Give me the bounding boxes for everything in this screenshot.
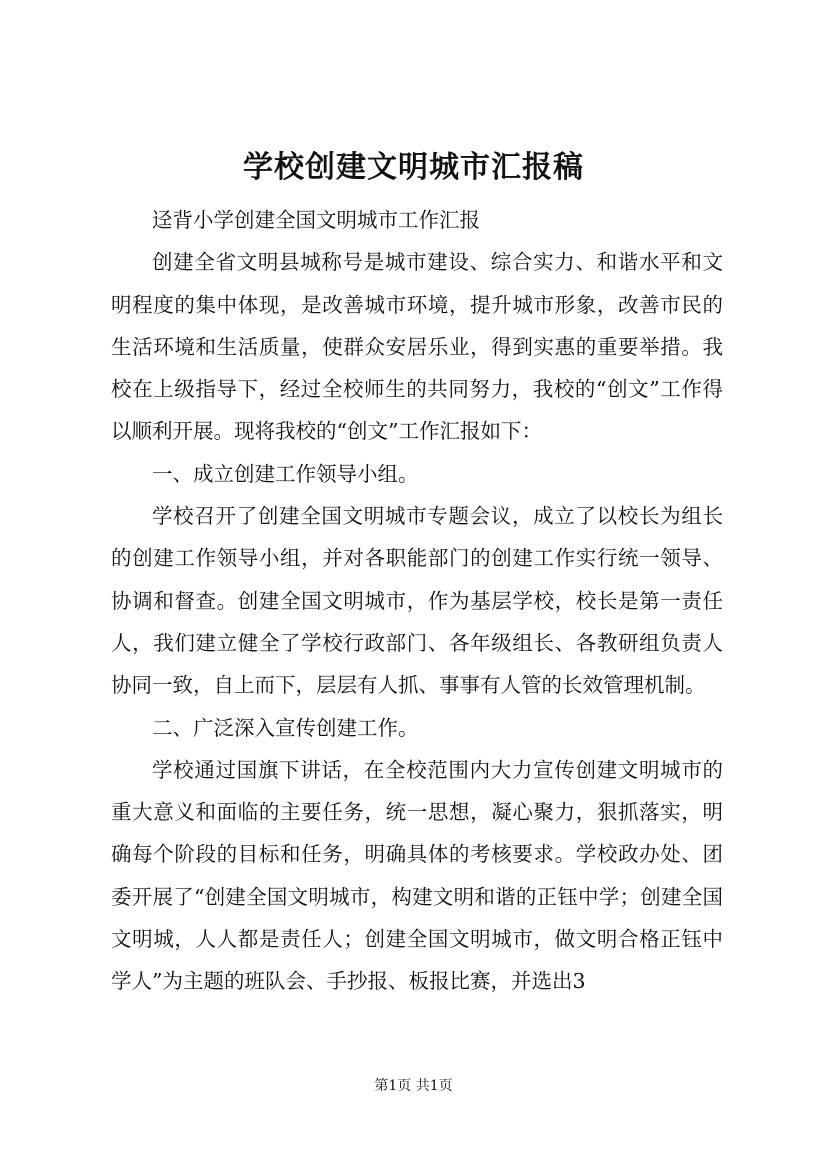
paragraph-intro: 创建全省文明县城称号是城市建设、综合实力、和谐水平和文明程度的集中体现，是改善城市环境，提升城市形象，改善市民的生活环境和生活质量，使群众安居乐业，得到实惠的重要举措。我校在上级指导下，经过全校师生的共同努力，我校的“创文”工作得以顺利开展。现将我校的“创文”工作汇报如下： [111,250,723,444]
paragraph-section-2: 学校通过国旗下讲话，在全校范围内大力宣传创建文明城市的重大意义和面临的主要任务，统一思想，凝心聚力，狠抓落实，明确每个阶段的目标和任务，明确具体的考核要求。学校政办处、团委开展了“创建全国文明城市，构建文明和谐的正钰中学；创建全国文明城，人人都是责任人；创建全国文明城市，做文明合格正钰中学人”为主题的班队会、手抄报、板报比赛，并选出3 [111,757,723,994]
paragraph-subtitle: 迳背小学创建全国文明城市工作汇报 [152,208,480,232]
section-heading-1: 一、成立创建工作领导小组。 [152,461,419,486]
section-heading-2: 二、广泛深入宣传创建工作。 [152,715,419,740]
document-body [111,199,723,1003]
document-title: 学校创建文明城市汇报稿 [243,150,584,185]
page-footer: 第1页 共1页 [374,1078,453,1094]
paragraph-section-1: 学校召开了创建全国文明城市专题会议，成立了以校长为组长的创建工作领导小组，并对各职能部门的创建工作实行统一领导、协调和督查。创建全国文明城市，作为基层学校，校长是第一责任人，我们建立健全了学校行政部门、各年级组长、各教研组负责人协同一致，自上而下，层层有人抓、事事有人管的长效管理机制。 [111,504,723,698]
